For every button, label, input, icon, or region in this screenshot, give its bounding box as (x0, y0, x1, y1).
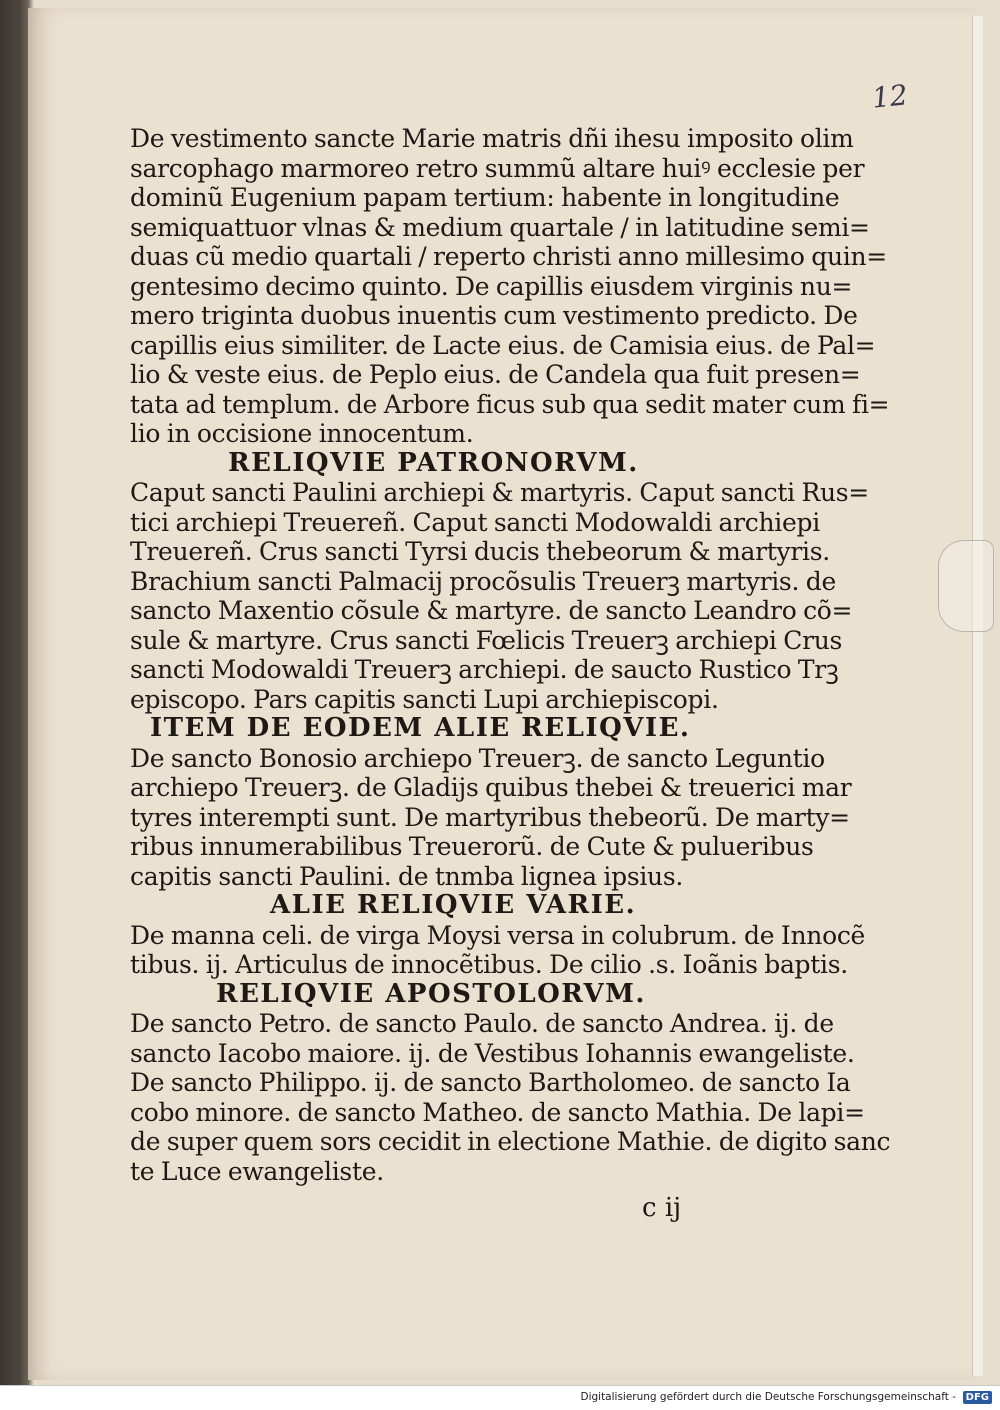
printed-text-block (130, 124, 891, 1186)
footer-credit: Digitalisierung gefördert durch die Deutsche Forschungsgemeinschaft - (580, 1391, 956, 1403)
text-line: Treuereñ. Crus sancti Tyrsi ducis thebeorum & martyris. (130, 537, 830, 566)
text-line: tici archiepi Treuereñ. Caput sancti Modowaldi archiepi (130, 507, 820, 537)
text-line: Brachium sancti Palmacij procõsulis Treuerꝫ martyris. de (130, 566, 836, 596)
text-line: lio in occisione innocentum. (130, 419, 474, 448)
text-line: Caput sancti Paulini archiepi & martyris. Caput sancti Rus= (130, 478, 869, 507)
footer-bar (0, 1385, 1000, 1410)
text-line: dominũ Eugenium papam tertium: habente in longitudine (130, 183, 840, 212)
page-edge (972, 16, 983, 1376)
text-line: tata ad templum. de Arbore ficus sub qua sedit mater cum fi= (130, 389, 890, 419)
text-line: mero triginta duobus inuentis cum vestimento predicto. De (130, 301, 858, 330)
text-line: capitis sancti Paulini. de tnmba lignea ipsius. (130, 861, 684, 891)
text-line: De vestimento sancte Marie matris dñi ihesu imposito olim (130, 124, 854, 153)
signature-mark: c ij (642, 1193, 682, 1223)
text-line: episcopo. Pars capitis sancti Lupi archiepiscopi. (130, 684, 719, 714)
section-heading: RELIQVIE APOSTOLORVM. (216, 978, 646, 1009)
text-line: sarcophago marmoreo retro summũ altare huiꝰ ecclesie per (130, 153, 865, 183)
text-line: sancti Modowaldi Treuerꝫ archiepi. de saucto Rustico Trꝫ (130, 655, 839, 684)
text-line: ribus innumerabilibus Treuerorũ. de Cute & pulueribus (130, 832, 814, 861)
section-heading: ITEM DE EODEM ALIE RELIQVIE. (150, 713, 691, 743)
text-line: De sancto Petro. de sancto Paulo. de sancto Andrea. ij. de (130, 1009, 834, 1038)
text-line: De manna celi. de virga Moysi versa in colubrum. de Innocẽ (130, 920, 866, 950)
page-clip (938, 540, 994, 632)
text-line: tibus. ij. Articulus de innocẽtibus. De cilio .s. Ioãnis baptis. (130, 950, 848, 979)
text-line: de super quem sors cecidit in electione Mathie. de digito sanc (130, 1127, 891, 1156)
text-line: De sancto Bonosio archiepo Treuerꝫ. de sancto Leguntio (130, 743, 825, 773)
section-heading: RELIQVIE PATRONORVM. (228, 447, 639, 478)
text-line: sule & martyre. Crus sancti Fœlicis Treuerꝫ archiepi Crus (130, 625, 843, 655)
text-line: gentesimo decimo quinto. De capillis eiusdem virginis nu= (130, 271, 853, 301)
text-line: semiquattuor vlnas & medium quartale / in latitudine semi= (130, 212, 870, 242)
section-heading: ALIE RELIQVIE VARIE. (270, 890, 637, 920)
dfg-logo: DFG (963, 1391, 992, 1404)
text-line: te Luce ewangeliste. (130, 1156, 384, 1186)
text-line: lio & veste eius. de Peplo eius. de Candela qua fuit presen= (130, 360, 861, 389)
text-line: cobo minore. de sancto Matheo. de sancto Mathia. De lapi= (130, 1097, 865, 1127)
text-line: De sancto Philippo. ij. de sancto Bartholomeo. de sancto Ia (130, 1068, 851, 1097)
text-line: sancto Maxentio cõsule & martyre. de sancto Leandro cõ= (130, 596, 853, 625)
text-line: capillis eius similiter. de Lacte eius. de Camisia eius. de Pal= (130, 330, 876, 360)
text-line: sancto Iacobo maiore. ij. de Vestibus Iohannis ewangeliste. (130, 1038, 855, 1068)
text-line: duas cũ medio quartali / reperto christi anno millesimo quin= (130, 242, 887, 271)
text-line: tyres interempti sunt. De martyribus thebeorũ. De marty= (130, 802, 850, 832)
handwritten-page-number: 12 (870, 78, 910, 115)
text-line: archiepo Treuerꝫ. de Gladijs quibus thebei & treuerici mar (130, 773, 852, 802)
